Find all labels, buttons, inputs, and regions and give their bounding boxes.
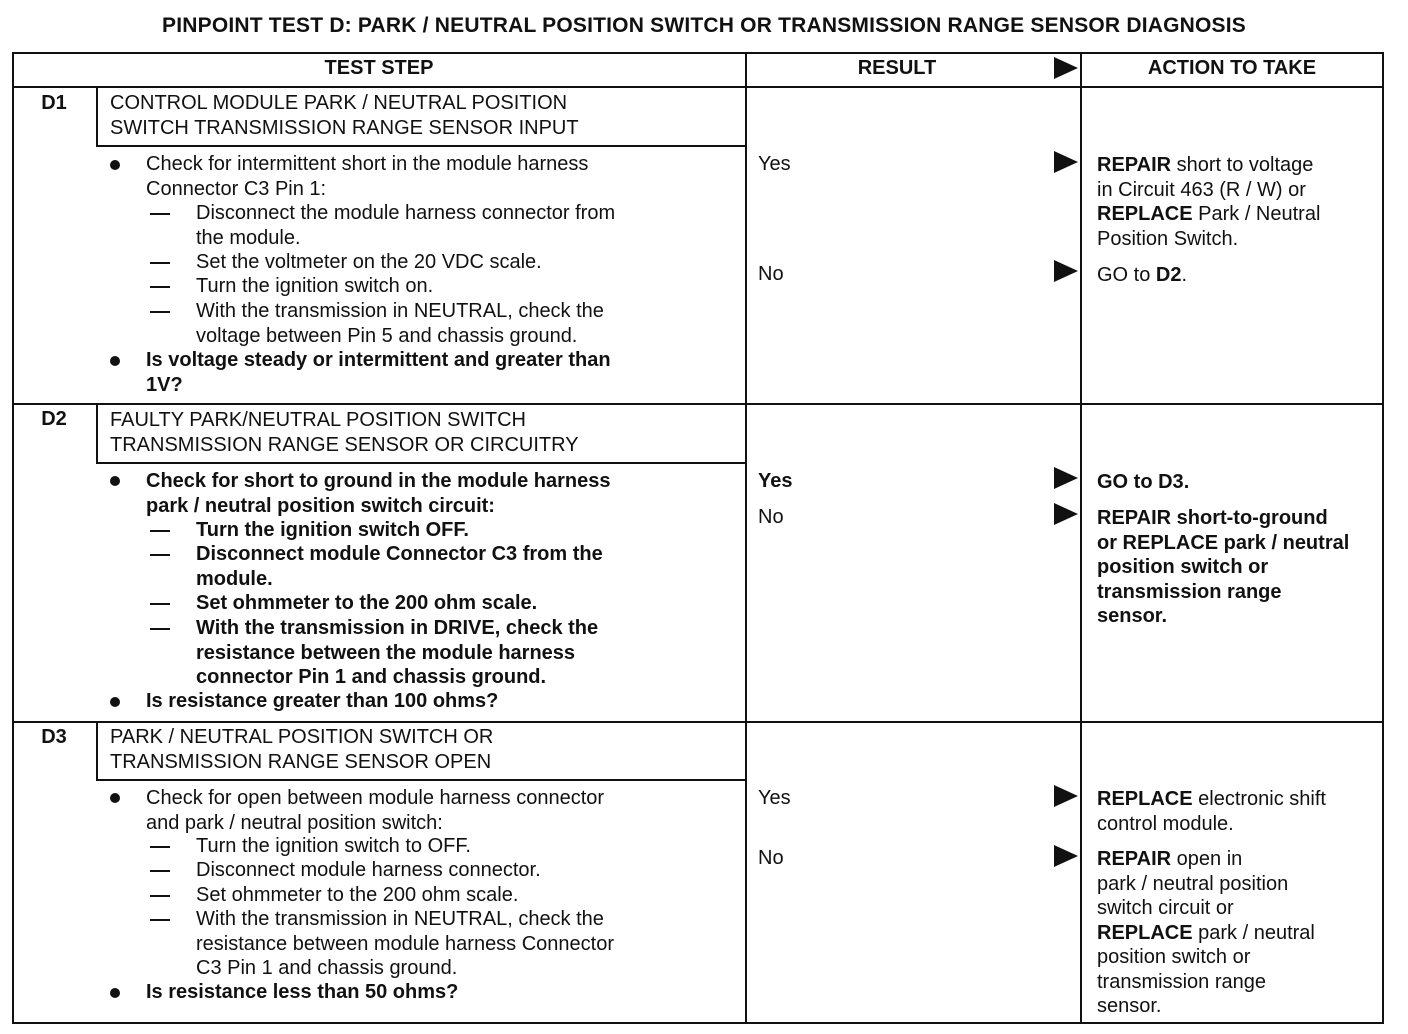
result-no: No <box>758 506 784 528</box>
dash-icon <box>150 213 170 215</box>
sub-step: With the transmission in NEUTRAL, check the resistance between module harness Connector C3 Pin 1 and chassis ground. <box>196 908 615 979</box>
action-text: REPAIR short-to-ground or REPLACE park / neutral position switch or transmission range sensor. <box>1097 507 1350 627</box>
bullet-icon <box>110 160 120 170</box>
bullet-icon <box>110 793 120 803</box>
header-action: ACTION TO TAKE <box>1147 57 1317 79</box>
result-yes: Yes <box>758 153 791 175</box>
dash-icon <box>150 530 170 532</box>
action-text: REPLACE electronic shift control module. <box>1097 788 1326 835</box>
dash-icon <box>150 554 170 556</box>
sub-step: Disconnect module harness connector. <box>196 859 541 881</box>
dash-icon <box>150 311 170 313</box>
header-test-step: TEST STEP <box>324 57 434 79</box>
sub-step: Turn the ignition switch on. <box>196 275 434 297</box>
dash-icon <box>150 895 170 897</box>
step-id: D3 <box>41 726 67 748</box>
question-text: Is resistance less than 50 ohms? <box>146 981 459 1003</box>
sub-step: With the transmission in DRIVE, check the resistance between the module harness connector Pin 1 and chassis ground. <box>196 617 599 688</box>
result-yes: Yes <box>758 787 791 809</box>
question-text: Is resistance greater than 100 ohms? <box>146 690 499 712</box>
dash-icon <box>150 603 170 605</box>
step-title: PARK / NEUTRAL POSITION SWITCH OR TRANSMISSION RANGE SENSOR OPEN <box>110 726 494 773</box>
sub-step: Disconnect the module harness connector from the module. <box>196 202 616 249</box>
page-title: PINPOINT TEST D: PARK / NEUTRAL POSITION SWITCH OR TRANSMISSION RANGE SENSOR DIAGNOSIS <box>162 14 1246 37</box>
result-no: No <box>758 847 784 869</box>
arrow-icon <box>1054 467 1078 489</box>
sub-step: Disconnect module Connector C3 from the module. <box>196 543 603 590</box>
arrow-icon <box>1054 503 1078 525</box>
dash-icon <box>150 846 170 848</box>
arrow-icon <box>1054 151 1078 173</box>
sub-step: Set ohmmeter to the 200 ohm scale. <box>196 884 519 906</box>
arrow-icon <box>1054 785 1078 807</box>
dash-icon <box>150 262 170 264</box>
instruction-text: Check for short to ground in the module harness park / neutral position switch circuit: <box>146 470 611 517</box>
sub-step: Set the voltmeter on the 20 VDC scale. <box>196 251 542 273</box>
step-id: D1 <box>41 92 67 114</box>
bullet-icon <box>110 697 120 707</box>
sub-step: Turn the ignition switch to OFF. <box>196 835 471 857</box>
dash-icon <box>150 919 170 921</box>
result-yes: Yes <box>758 470 793 492</box>
instruction-text: Check for intermittent short in the module harness Connector C3 Pin 1: <box>146 153 589 200</box>
action-text: REPAIR open in park / neutral position switch circuit or REPLACE park / neutral position switch or transmission range sensor. <box>1097 848 1315 1017</box>
dash-icon <box>150 870 170 872</box>
step-title: FAULTY PARK/NEUTRAL POSITION SWITCH TRANSMISSION RANGE SENSOR OR CIRCUITRY <box>110 409 579 456</box>
header-result: RESULT <box>857 57 937 79</box>
bullet-icon <box>110 476 120 486</box>
step-title: CONTROL MODULE PARK / NEUTRAL POSITION SWITCH TRANSMISSION RANGE SENSOR INPUT <box>110 92 579 139</box>
action-text: GO to D2. <box>1097 264 1188 286</box>
sub-step: Set ohmmeter to the 200 ohm scale. <box>196 592 538 614</box>
sub-step: With the transmission in NEUTRAL, check the voltage between Pin 5 and chassis ground. <box>196 300 604 347</box>
arrow-icon <box>1054 260 1078 282</box>
bullet-icon <box>110 988 120 998</box>
step-id: D2 <box>41 408 67 430</box>
action-text: REPAIR short to voltage in Circuit 463 (R / W) or REPLACE Park / Neutral Position Switch. <box>1097 154 1321 250</box>
question-text: Is voltage steady or intermittent and greater than 1V? <box>146 349 611 396</box>
arrow-icon <box>1054 57 1078 79</box>
instruction-text: Check for open between module harness connector and park / neutral position switch: <box>146 787 605 834</box>
bullet-icon <box>110 356 120 366</box>
action-text: GO to D3. <box>1097 471 1190 493</box>
sub-step: Turn the ignition switch OFF. <box>196 519 469 541</box>
arrow-icon <box>1054 845 1078 867</box>
dash-icon <box>150 628 170 630</box>
result-no: No <box>758 263 784 285</box>
dash-icon <box>150 286 170 288</box>
